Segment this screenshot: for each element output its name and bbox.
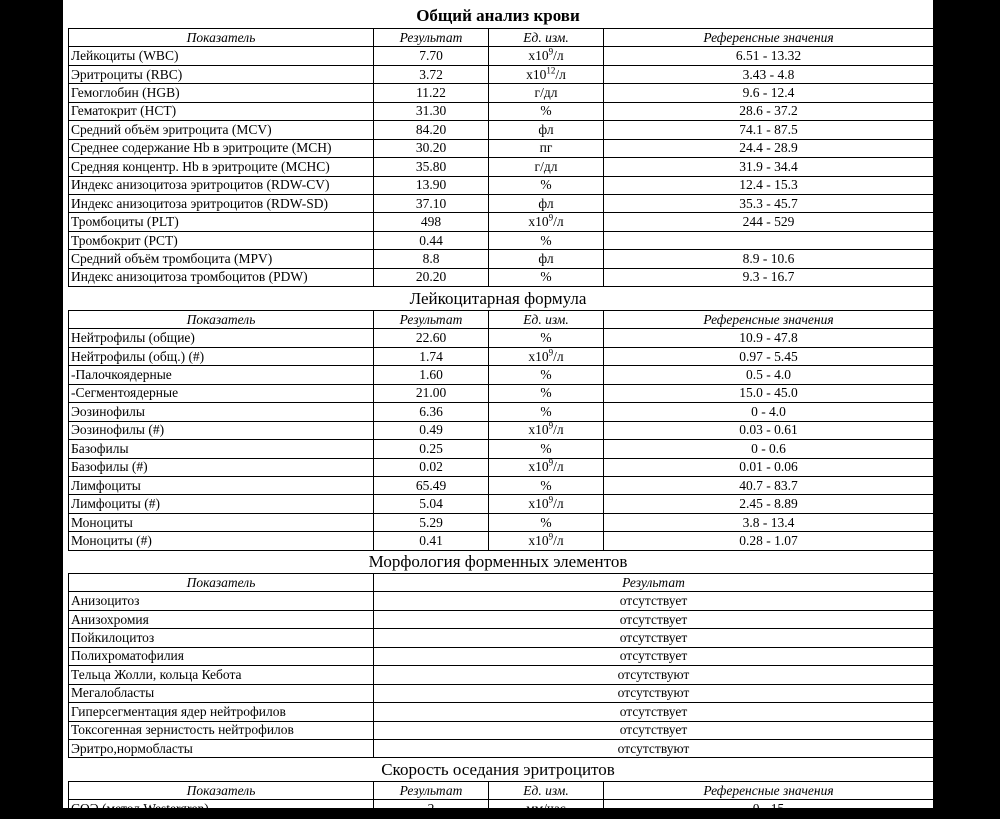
unit-base: мм/час <box>526 801 566 817</box>
row-reference: 0 - 15 <box>604 800 934 818</box>
row-result: 1.74 <box>374 347 489 365</box>
row-reference: 9.6 - 12.4 <box>604 84 934 102</box>
row-indicator: Эритро,нормобласты <box>69 739 374 757</box>
row-result: 0.25 <box>374 440 489 458</box>
unit-base: % <box>540 403 552 419</box>
row-indicator: Индекс анизоцитоза эритроцитов (RDW-CV) <box>69 176 374 194</box>
cbc-title: Общий анализ крови <box>416 6 580 25</box>
morph-header-row <box>69 574 934 592</box>
row-result: отсутствует <box>374 721 934 739</box>
row-reference: 8.9 - 10.6 <box>604 250 934 268</box>
row-unit <box>489 194 604 212</box>
row-result: 0.02 <box>374 458 489 476</box>
table-row <box>69 403 934 421</box>
header-result: Результат <box>374 574 934 592</box>
cbc-header-row <box>69 29 934 47</box>
header-indicator: Показатель <box>69 574 374 592</box>
row-result: 2 <box>374 800 489 818</box>
row-unit <box>489 800 604 818</box>
row-result: 22.60 <box>374 329 489 347</box>
table-row <box>69 84 934 102</box>
table-row <box>69 329 934 347</box>
cbc-table <box>68 28 934 287</box>
row-reference: 0 - 0.6 <box>604 440 934 458</box>
row-reference: 40.7 - 83.7 <box>604 476 934 494</box>
table-row <box>69 347 934 365</box>
row-reference: 0.97 - 5.45 <box>604 347 934 365</box>
unit-exponent: 9 <box>548 531 554 542</box>
row-indicator: Анизохромия <box>69 610 374 628</box>
unit-tail: /л <box>553 48 564 64</box>
row-result: 11.22 <box>374 84 489 102</box>
row-reference: 15.0 - 45.0 <box>604 384 934 402</box>
row-reference: 31.9 - 34.4 <box>604 158 934 176</box>
unit-tail: /л <box>553 422 564 438</box>
row-unit <box>489 440 604 458</box>
row-indicator: Средняя концентр. Hb в эритроците (MCHC) <box>69 158 374 176</box>
row-indicator: Полихроматофилия <box>69 647 374 665</box>
header-result: Результат <box>374 29 489 47</box>
row-unit <box>489 458 604 476</box>
unit-base: % <box>540 440 552 456</box>
table-row <box>69 268 934 286</box>
row-indicator: Эозинофилы <box>69 403 374 421</box>
unit-exponent: 9 <box>548 347 554 358</box>
row-unit <box>489 532 604 550</box>
unit-base: % <box>540 385 552 401</box>
row-unit <box>489 250 604 268</box>
esr-table <box>68 781 934 819</box>
unit-base: % <box>540 232 552 248</box>
row-result: 1.60 <box>374 366 489 384</box>
unit-base: % <box>540 477 552 493</box>
unit-exponent: 9 <box>548 494 554 505</box>
morph-table <box>68 573 934 758</box>
table-row <box>69 250 934 268</box>
row-reference: 0.5 - 4.0 <box>604 366 934 384</box>
header-indicator: Показатель <box>69 311 374 329</box>
row-indicator: Тельца Жолли, кольца Кебота <box>69 666 374 684</box>
unit-exponent: 9 <box>548 457 554 468</box>
row-result: отсутствуют <box>374 684 934 702</box>
table-row <box>69 800 934 818</box>
table-row <box>69 121 934 139</box>
row-result: 8.8 <box>374 250 489 268</box>
header-result: Результат <box>374 782 489 800</box>
row-reference: 244 - 529 <box>604 213 934 231</box>
unit-base: г/дл <box>534 85 558 101</box>
row-reference: 2.45 - 8.89 <box>604 495 934 513</box>
row-indicator: Лимфоциты (#) <box>69 495 374 513</box>
row-unit <box>489 231 604 249</box>
row-indicator: Нейтрофилы (общие) <box>69 329 374 347</box>
row-indicator: Гематокрит (HCT) <box>69 102 374 120</box>
unit-base: % <box>540 514 552 530</box>
row-unit <box>489 47 604 65</box>
unit-base: x10 <box>528 459 549 475</box>
row-indicator: Базофилы <box>69 440 374 458</box>
table-row <box>69 194 934 212</box>
table-row <box>69 739 934 757</box>
row-indicator: -Палочкоядерные <box>69 366 374 384</box>
row-result: 37.10 <box>374 194 489 212</box>
row-indicator: Нейтрофилы (общ.) (#) <box>69 347 374 365</box>
unit-tail: /л <box>553 496 564 512</box>
row-indicator: Базофилы (#) <box>69 458 374 476</box>
row-unit <box>489 268 604 286</box>
unit-tail: /л <box>553 459 564 475</box>
table-row <box>69 592 934 610</box>
table-row <box>69 440 934 458</box>
unit-tail: /л <box>553 348 564 364</box>
row-indicator: Среднее содержание Hb в эритроците (MCH) <box>69 139 374 157</box>
row-indicator: СОЭ (метод Westergren) <box>69 800 374 818</box>
row-result: 0.49 <box>374 421 489 439</box>
table-row <box>69 513 934 531</box>
header-reference: Референсные значения <box>604 311 934 329</box>
table-row <box>69 231 934 249</box>
row-unit <box>489 65 604 83</box>
header-reference: Референсные значения <box>604 29 934 47</box>
leuko-title: Лейкоцитарная формула <box>409 289 587 308</box>
row-indicator: Анизоцитоз <box>69 592 374 610</box>
row-reference: 0.28 - 1.07 <box>604 532 934 550</box>
row-result: 7.70 <box>374 47 489 65</box>
row-unit <box>489 347 604 365</box>
row-unit <box>489 213 604 231</box>
row-indicator: Средний объём эритроцита (MCV) <box>69 121 374 139</box>
table-row <box>69 458 934 476</box>
row-result: 0.44 <box>374 231 489 249</box>
row-indicator: Лейкоциты (WBC) <box>69 47 374 65</box>
header-reference: Референсные значения <box>604 782 934 800</box>
row-reference: 35.3 - 45.7 <box>604 194 934 212</box>
row-unit <box>489 384 604 402</box>
row-indicator: Токсогенная зернистость нейтрофилов <box>69 721 374 739</box>
table-row <box>69 532 934 550</box>
table-row <box>69 102 934 120</box>
row-unit <box>489 476 604 494</box>
row-reference: 0.01 - 0.06 <box>604 458 934 476</box>
row-result: 6.36 <box>374 403 489 421</box>
unit-base: x10 <box>526 66 547 82</box>
row-unit <box>489 421 604 439</box>
esr-title: Скорость оседания эритроцитов <box>381 760 615 779</box>
row-unit <box>489 403 604 421</box>
unit-exponent: 9 <box>548 212 554 223</box>
row-reference: 24.4 - 28.9 <box>604 139 934 157</box>
row-result: 84.20 <box>374 121 489 139</box>
row-indicator: Гиперсегментация ядер нейтрофилов <box>69 703 374 721</box>
unit-base: фл <box>538 195 554 211</box>
row-result: 3.72 <box>374 65 489 83</box>
row-result: отсутствует <box>374 629 934 647</box>
row-indicator: Эозинофилы (#) <box>69 421 374 439</box>
row-result: 65.49 <box>374 476 489 494</box>
row-result: 35.80 <box>374 158 489 176</box>
morph-title: Морфология форменных элементов <box>368 552 628 571</box>
unit-base: % <box>540 367 552 383</box>
row-unit <box>489 102 604 120</box>
row-result: отсутствует <box>374 610 934 628</box>
header-indicator: Показатель <box>69 782 374 800</box>
table-row <box>69 666 934 684</box>
unit-tail: /л <box>553 214 564 230</box>
table-row <box>69 158 934 176</box>
unit-exponent: 12 <box>546 65 556 76</box>
unit-base: % <box>540 330 552 346</box>
table-row <box>69 366 934 384</box>
unit-tail: /л <box>555 66 566 82</box>
row-reference: 6.51 - 13.32 <box>604 47 934 65</box>
header-unit: Ед. изм. <box>489 311 604 329</box>
table-row <box>69 721 934 739</box>
row-result: отсутствует <box>374 647 934 665</box>
row-indicator: Эритроциты (RBC) <box>69 65 374 83</box>
table-row <box>69 213 934 231</box>
row-result: 21.00 <box>374 384 489 402</box>
row-reference: 9.3 - 16.7 <box>604 268 934 286</box>
leuko-table <box>68 310 934 551</box>
header-indicator: Показатель <box>69 29 374 47</box>
unit-tail: /л <box>553 532 564 548</box>
table-row <box>69 495 934 513</box>
unit-base: % <box>540 177 552 193</box>
row-unit <box>489 176 604 194</box>
row-unit <box>489 121 604 139</box>
row-reference: 74.1 - 87.5 <box>604 121 934 139</box>
row-indicator: Индекс анизоцитоза эритроцитов (RDW-SD) <box>69 194 374 212</box>
row-indicator: Моноциты <box>69 513 374 531</box>
row-result: 20.20 <box>374 268 489 286</box>
unit-base: x10 <box>528 496 549 512</box>
table-row <box>69 47 934 65</box>
table-row <box>69 629 934 647</box>
row-reference: 12.4 - 15.3 <box>604 176 934 194</box>
row-unit <box>489 366 604 384</box>
unit-base: x10 <box>528 422 549 438</box>
row-result: отсутствуют <box>374 666 934 684</box>
header-unit: Ед. изм. <box>489 29 604 47</box>
row-unit <box>489 139 604 157</box>
row-indicator: Лимфоциты <box>69 476 374 494</box>
unit-base: % <box>540 269 552 285</box>
table-row <box>69 610 934 628</box>
table-row <box>69 176 934 194</box>
row-result: 31.30 <box>374 102 489 120</box>
row-unit <box>489 329 604 347</box>
unit-base: г/дл <box>534 158 558 174</box>
row-indicator: Моноциты (#) <box>69 532 374 550</box>
unit-exponent: 9 <box>548 46 554 57</box>
table-row <box>69 139 934 157</box>
unit-base: x10 <box>528 348 549 364</box>
row-indicator: Средний объём тромбоцита (MPV) <box>69 250 374 268</box>
row-indicator: Тромбокрит (PCT) <box>69 231 374 249</box>
unit-base: % <box>540 103 552 119</box>
header-result: Результат <box>374 311 489 329</box>
row-unit <box>489 513 604 531</box>
row-result: отсутствует <box>374 592 934 610</box>
row-unit <box>489 158 604 176</box>
row-result: 5.04 <box>374 495 489 513</box>
table-row <box>69 647 934 665</box>
row-result: 30.20 <box>374 139 489 157</box>
row-reference: 28.6 - 37.2 <box>604 102 934 120</box>
row-indicator: Индекс анизоцитоза тромбоцитов (PDW) <box>69 268 374 286</box>
row-reference: 0 - 4.0 <box>604 403 934 421</box>
table-row <box>69 421 934 439</box>
row-unit <box>489 84 604 102</box>
row-result: 13.90 <box>374 176 489 194</box>
unit-base: пг <box>539 140 553 156</box>
row-reference: 3.8 - 13.4 <box>604 513 934 531</box>
unit-base: x10 <box>528 48 549 64</box>
table-row <box>69 384 934 402</box>
row-reference <box>604 231 934 249</box>
report-page <box>63 0 933 817</box>
row-indicator: -Сегментоядерные <box>69 384 374 402</box>
leuko-header-row <box>69 311 934 329</box>
table-row <box>69 703 934 721</box>
row-unit <box>489 495 604 513</box>
row-result: отсутствуют <box>374 739 934 757</box>
esr-header-row <box>69 782 934 800</box>
row-reference: 0.03 - 0.61 <box>604 421 934 439</box>
row-indicator: Гемоглобин (HGB) <box>69 84 374 102</box>
table-row <box>69 65 934 83</box>
row-indicator: Тромбоциты (PLT) <box>69 213 374 231</box>
table-row <box>69 476 934 494</box>
unit-base: x10 <box>528 532 549 548</box>
table-row <box>69 684 934 702</box>
unit-base: фл <box>538 250 554 266</box>
unit-exponent: 9 <box>548 420 554 431</box>
header-unit: Ед. изм. <box>489 782 604 800</box>
row-indicator: Мегалобласты <box>69 684 374 702</box>
unit-base: фл <box>538 121 554 137</box>
row-result: отсутствует <box>374 703 934 721</box>
row-result: 5.29 <box>374 513 489 531</box>
row-reference: 10.9 - 47.8 <box>604 329 934 347</box>
row-result: 0.41 <box>374 532 489 550</box>
row-indicator: Пойкилоцитоз <box>69 629 374 647</box>
unit-base: x10 <box>528 214 549 230</box>
row-result: 498 <box>374 213 489 231</box>
row-reference: 3.43 - 4.8 <box>604 65 934 83</box>
